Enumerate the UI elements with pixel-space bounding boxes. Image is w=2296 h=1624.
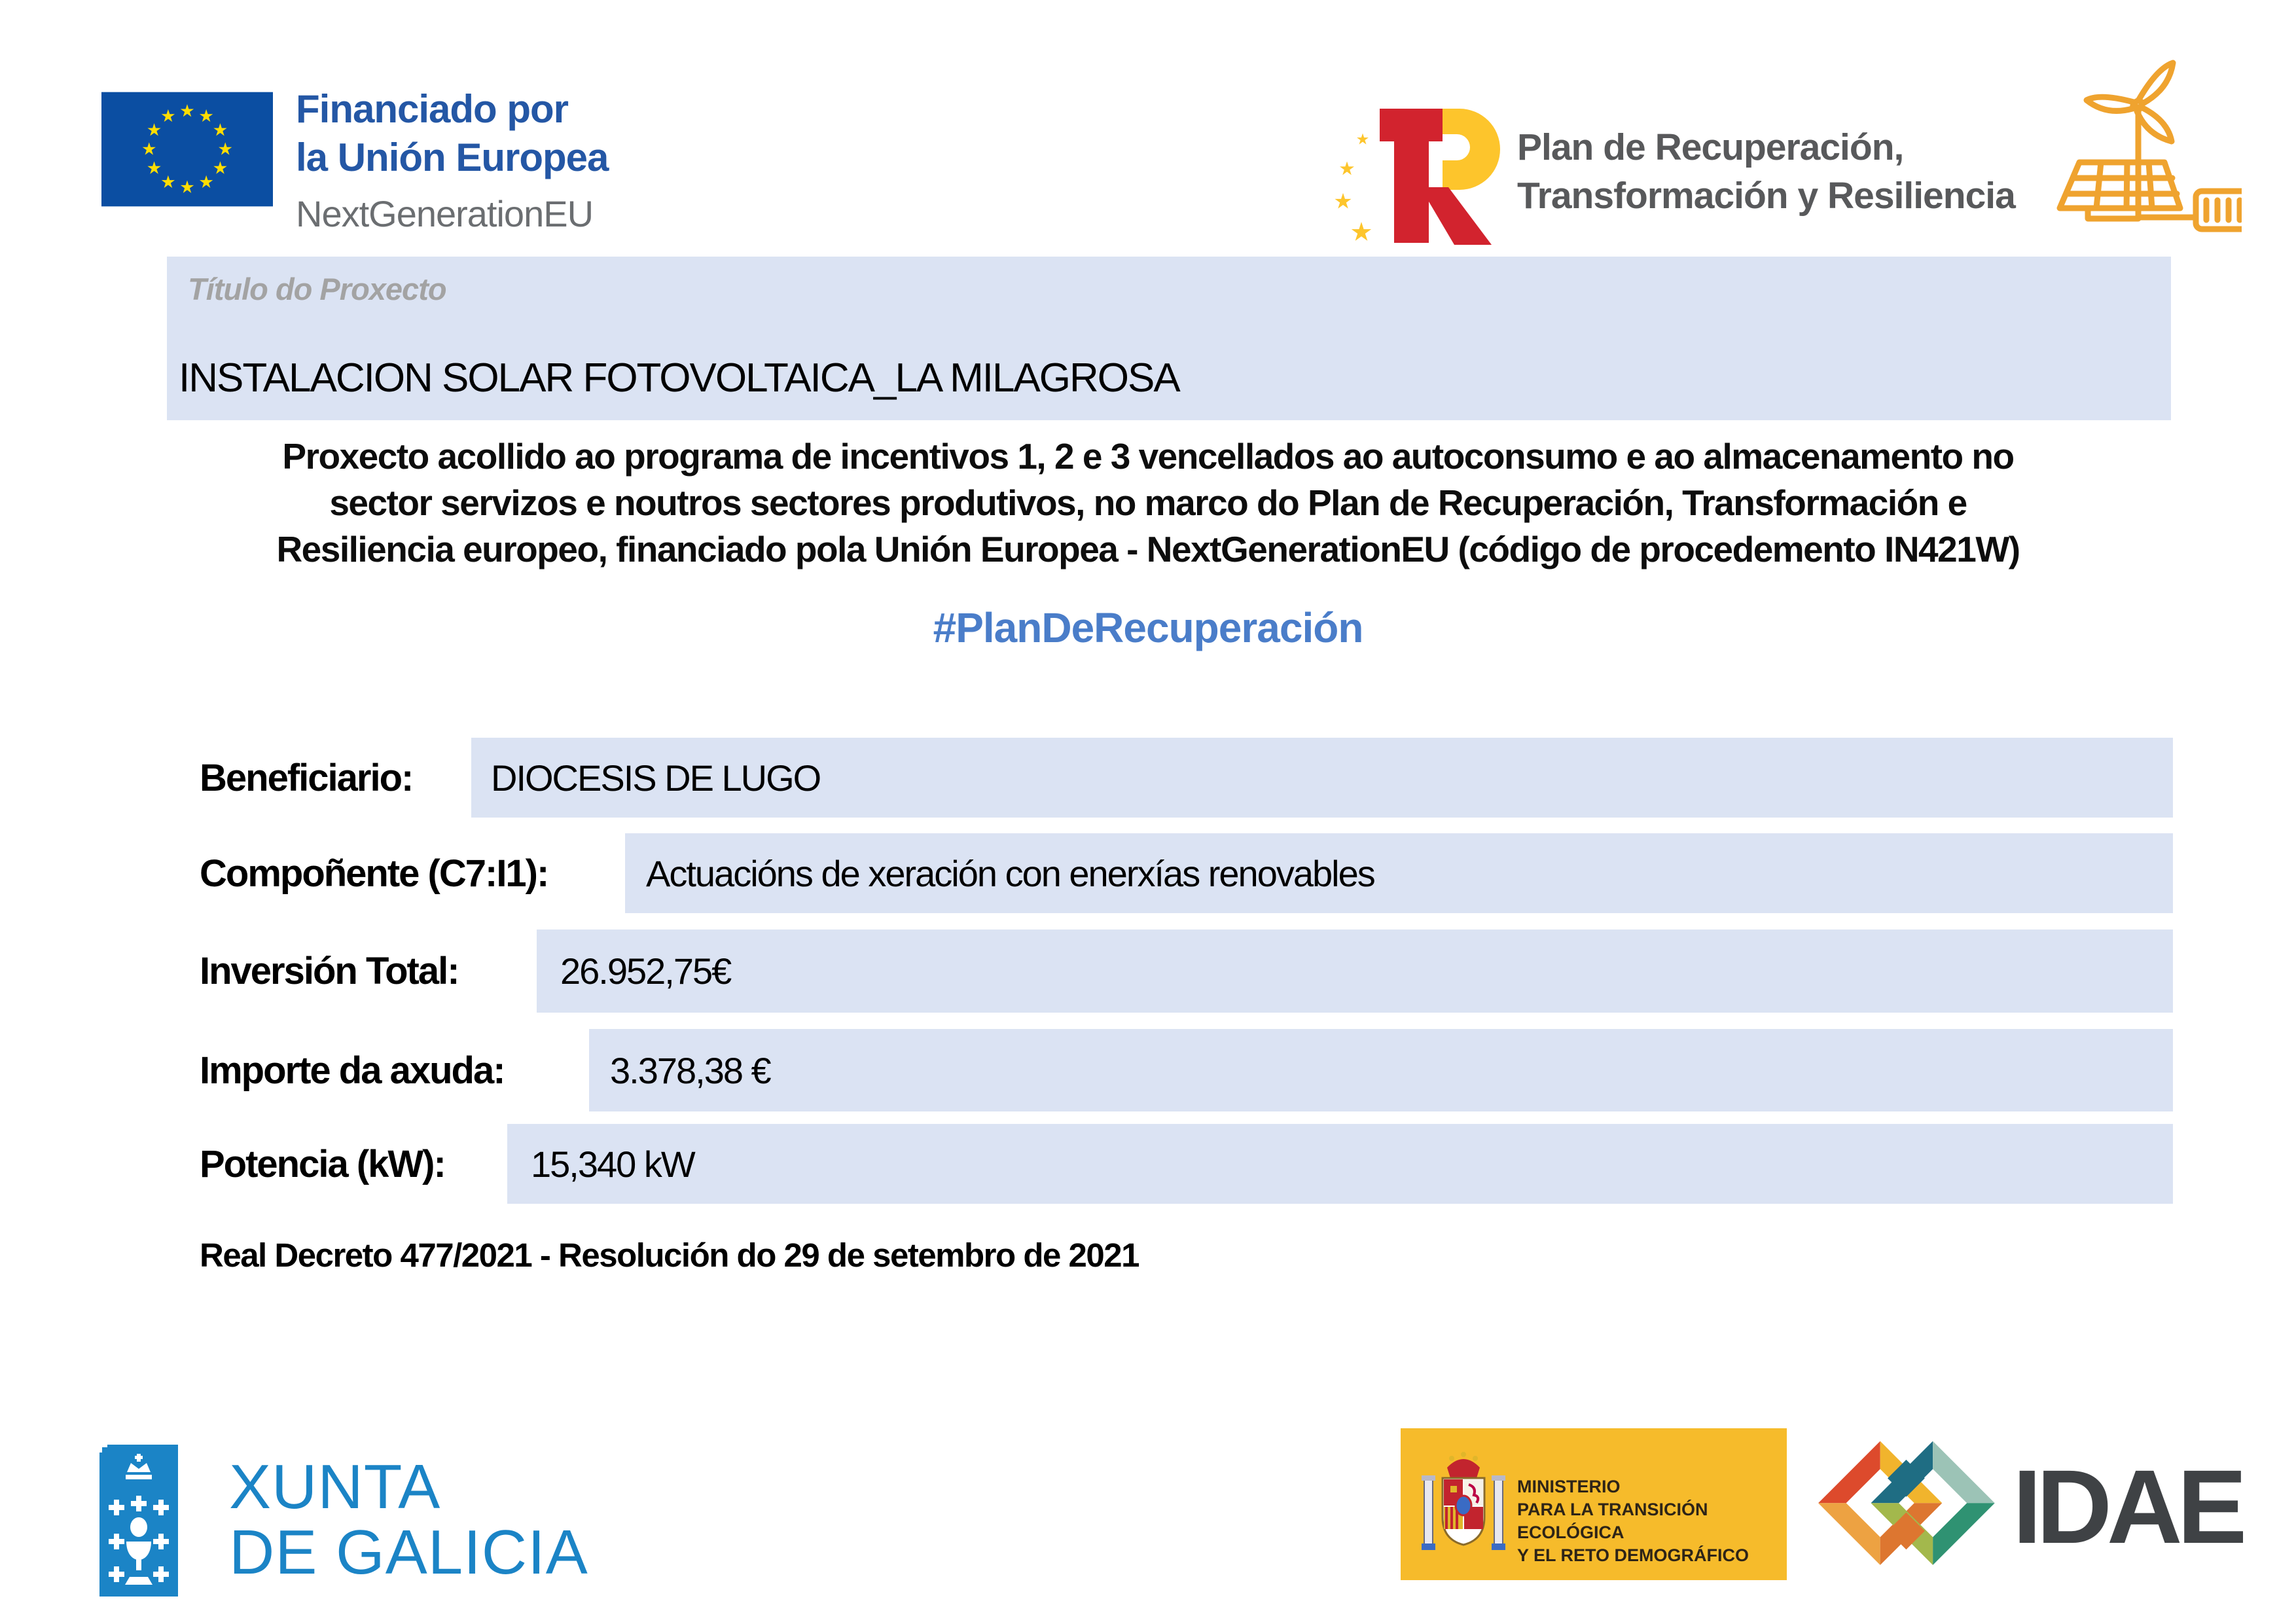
- renewables-icon: [2039, 52, 2242, 249]
- power-value: 15,340 kW: [531, 1143, 694, 1185]
- prtr-logo-icon: [1322, 77, 1505, 261]
- eu-flag-icon: [101, 92, 273, 207]
- xunta-wordmark: [229, 1454, 588, 1585]
- project-title-box: [167, 257, 2171, 420]
- total-investment-value: 26.952,75€: [560, 950, 731, 992]
- prtr-title-text: [1517, 123, 2015, 220]
- eu-funding-text: [296, 85, 608, 236]
- legal-reference: Real Decreto 477/2021 - Resolución do 29 de setembro de 2021: [200, 1236, 1139, 1274]
- idae-wordmark: IDAE: [2013, 1448, 2242, 1565]
- nextgenerationeu-label: NextGenerationEU: [296, 193, 594, 234]
- total-investment-label: Inversión Total:: [200, 950, 459, 992]
- ministerio-line2: PARA LA TRANSICIÓN ECOLÓGICA: [1517, 1500, 1708, 1542]
- aid-amount-value: 3.378,38 €: [610, 1049, 770, 1091]
- component-value: Actuacións de xeración con enerxías renovables: [646, 852, 1374, 894]
- idae-logo-icon: [1816, 1426, 2006, 1587]
- prtr-line1: Plan de Recuperación,: [1517, 126, 1904, 168]
- prtr-line2: Transformación y Resiliencia: [1517, 175, 2015, 217]
- power-label: Potencia (kW):: [200, 1142, 445, 1185]
- eu-funding-line1: Financiado por: [296, 87, 569, 131]
- eu-funding-line2: la Unión Europea: [296, 135, 609, 179]
- program-description: [117, 433, 2179, 573]
- spain-coat-of-arms-icon: [1418, 1437, 1509, 1571]
- aid-amount-label: Importe da axuda:: [200, 1049, 505, 1092]
- beneficiary-label: Beneficiario:: [200, 756, 413, 799]
- beneficiary-value: DIOCESIS DE LUGO: [491, 757, 821, 799]
- component-value-box: [625, 833, 2173, 913]
- description-line: Proxecto acollido ao programa de incentivos 1, 2 e 3 vencellados ao autoconsumo e ao almacenamento no: [282, 436, 2014, 477]
- ministerio-plaque: [1401, 1428, 1787, 1580]
- beneficiary-value-box: [471, 738, 2173, 818]
- plan-hashtag: #PlanDeRecuperación: [933, 604, 1363, 651]
- project-title: INSTALACION SOLAR FOTOVOLTAICA_LA MILAGROSA: [179, 355, 1179, 401]
- xunta-line2: DE GALICIA: [229, 1517, 588, 1587]
- component-label: Compoñente (C7:I1):: [200, 852, 548, 895]
- total-investment-value-box: [537, 929, 2173, 1013]
- power-value-box: [507, 1124, 2173, 1204]
- description-line: Resiliencia europeo, financiado pola Unión Europea - NextGenerationEU (código de procedemento IN421W): [276, 529, 2020, 569]
- project-title-label: Título do Proxecto: [188, 272, 446, 306]
- aid-amount-value-box: [589, 1029, 2173, 1111]
- description-line: sector servizos e noutros sectores produtivos, no marco do Plan de Recuperación, Transformación e: [329, 482, 1967, 523]
- ministerio-text: [1517, 1475, 1787, 1567]
- ministerio-line1: MINISTERIO: [1517, 1477, 1621, 1496]
- xunta-line1: XUNTA: [229, 1452, 441, 1522]
- xunta-emblem-icon: [99, 1445, 178, 1597]
- ministerio-line3: Y EL RETO DEMOGRÁFICO: [1517, 1545, 1749, 1565]
